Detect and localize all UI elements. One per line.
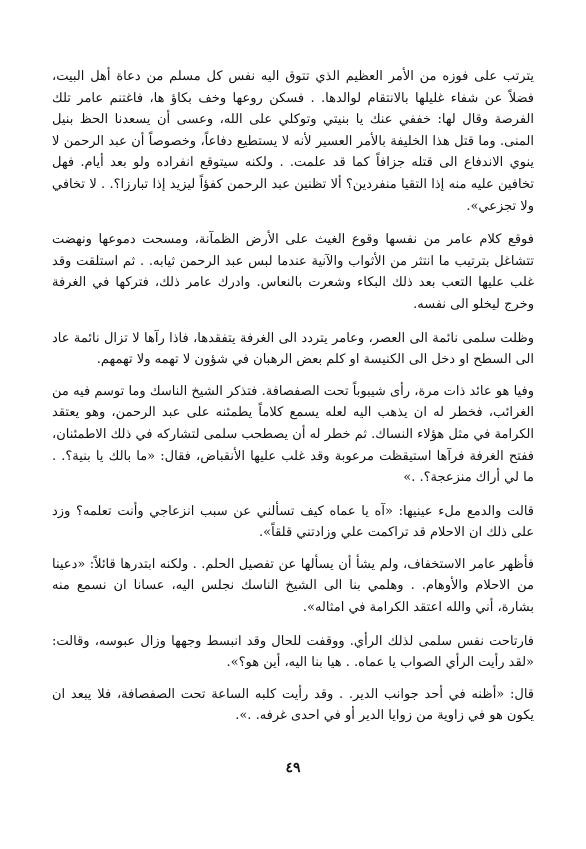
- paragraph-8: قال: «أظنه في أحد جوانب الدير. . وقد رأيت كلبه الساعة تحت الصفصافة، فلا يبعد ان يكون هو في زاوية من زوايا الدير أو في احدى غرفه. .».: [52, 686, 534, 724]
- paragraph-3: وظلت سلمى نائمة الى العصر، وعامر يتردد الى الغرفة يتفقدها، فاذا رآها لا تزال نائمة عاد الى السطح او دخل الى الكنيسة او كلم بعض الرهبان في شؤون لا تهمه ولا تهمهم.: [52, 330, 534, 368]
- paragraph-2: فوقع كلام عامر من نفسها وقوع الغيث على الأرض الظمآنة، ومسحت دموعها ونهضت تتشاغل بترتيب ما انتثر من الأثواب والآنية عندما لبس عبد الرحمن ثيابه. . ثم استلقت وقد غلب عليها التعب بعد ذلك البكاء وشعرت بالنعاس. وادرك عامر ذلك، فتركها في الغرفة وخرج ليخلو الى نفسه.: [52, 232, 534, 312]
- page-body-text: [52, 66, 534, 739]
- paragraph-6: فأظهر عامر الاستخفاف، ولم يشأ أن يسألها عن تفصيل الحلم. . ولكنه ابتدرها قائلاً: «دعينا من الاحلام والأوهام. . وهلمي بنا الى الشيخ الناسك نجلس اليه، عسانا ان نسمع منه بشارة، أني والله اعتقد الكرامة في امثاله».: [52, 556, 534, 616]
- paragraph-5: قالت والدمع ملء عينيها: «آه يا عماه كيف تسألني عن سبب انزعاجي وأنت تعلمه؟ وزد على ذلك ان الاحلام قد تراكمت علي وزادتني قلقاً».: [52, 503, 534, 541]
- paragraph-4: وفيا هو عائد ذات مرة، رأى شيبوباً تحت الصفصافة. فتذكر الشيخ الناسك وما توسم فيه من الغرائب، فخطر له ان يذهب اليه لعله يسمع كلاماً يطمئنه على عبد الرحمن، وهو يعتقد الكرامة في مثل هؤلاء النساك. ثم خطر له أن يصطحب سلمى لتشاركه في ذلك الاطمئنان، ففتح الغرفة فرآها استيقظت مرعوبة وقد غلب عليها الأنقباض، فقال: «ما بالك يا بنية؟. . ما لي أراك منزعجة؟. .»: [52, 383, 534, 486]
- paragraph-1: يترتب على فوزه من الأمر العظيم الذي تتوق اليه نفس كل مسلم من دعاة أهل البيت، فضلاً عن شفاء غليلها بالانتقام لوالدها. . فسكن روعها وخف بكاؤ ها، فاغتنم عامر تلك الفرصة وقال لها: خففي عنك يا بنيتي وتوكلي على الله، وعسى أن يسعدنا الحظ بنيل المنى. وما قتل هذا الخليفة بالأمر العسير لأنه لا يستطيع دفاعاً، وخصوصاً أن عبد الرحمن لا ينوي الاندفاع الى قتله جزافاً كما قد علمت. . ولكنه سيتوقع انفراده ولو بعد أيام. فهل تخافين عليه منه إذا التقيا منفردين؟ ألا تظنين عبد الرحمن كفؤاً ليزيد إذا تبارزا؟. . لا تخافي ولا تجزعي».: [52, 69, 534, 214]
- paragraph-7: فارتاحت نفس سلمى لذلك الرأي. ووقفت للحال وقد انبسط وجهها وزال عبوسه، وقالت: «لقد رأيت الرأي الصواب يا عماه. . هيا بنا اليه، أين هو؟».: [52, 633, 534, 671]
- page-number: ٤٩: [285, 760, 301, 776]
